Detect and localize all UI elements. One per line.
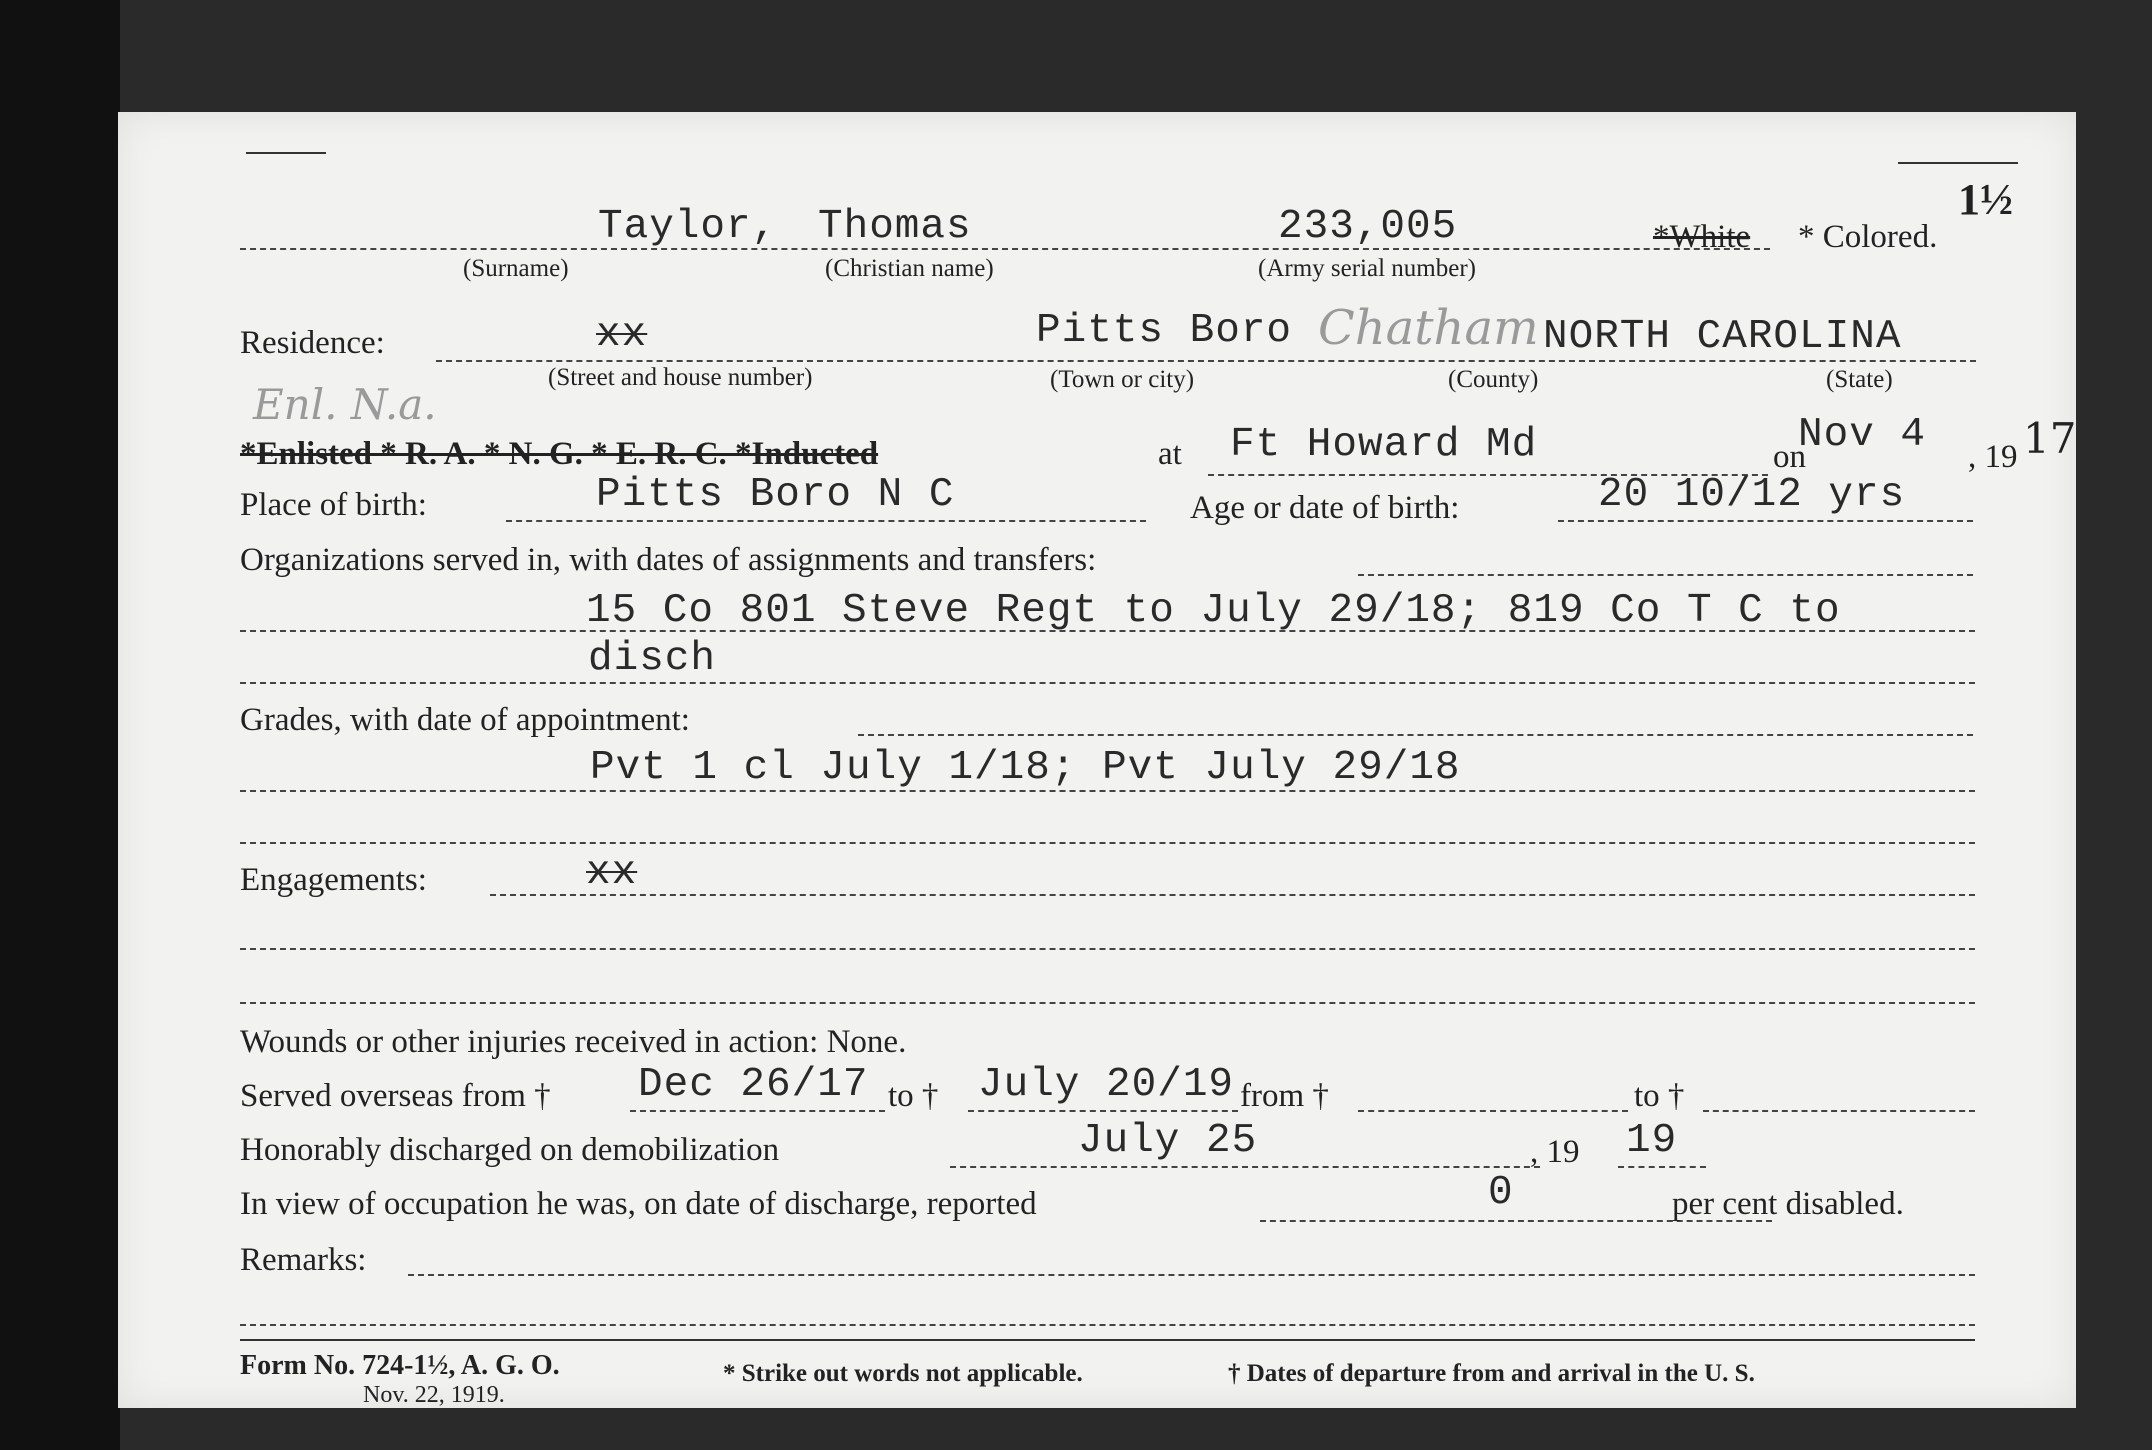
grades-rule-1 (240, 790, 1975, 792)
grades-label-line (858, 734, 1973, 736)
enlisted-date-value: Nov 4 (1798, 412, 1927, 458)
enlisted-year-prefix: , 19 (1968, 439, 2018, 475)
organizations-line-1: 15 Co 801 Steve Regt to July 29/18; 819 Co T C to (586, 588, 1841, 634)
race-white: *White (1653, 219, 1751, 255)
footnote-dates: † Dates of departure from and arrival in the U. S. (1228, 1360, 1755, 1387)
birth-place-line (506, 520, 1146, 522)
engagements-rule-2 (240, 1002, 1975, 1004)
enlisted-on-label: on (1773, 439, 1806, 475)
discharge-date-value: July 25 (1078, 1118, 1258, 1164)
wounds-statement: Wounds or other injuries received in action: None. (240, 1024, 907, 1060)
scanner-background (0, 0, 120, 1450)
grades-rule-2 (240, 842, 1975, 844)
engagements-label: Engagements: (240, 862, 427, 898)
serial-number-value: 233,005 (1278, 204, 1458, 250)
christian-caption: (Christian name) (825, 255, 994, 282)
serial-caption: (Army serial number) (1258, 255, 1476, 282)
form-number: Form No. 724-1½, A. G. O. (240, 1350, 560, 1381)
overseas-from-value: Dec 26/17 (638, 1062, 869, 1108)
remarks-label: Remarks: (240, 1242, 367, 1278)
overseas-to2-label: to † (1634, 1078, 1685, 1114)
surname-value: Taylor, (598, 204, 778, 250)
organizations-label-line (1358, 574, 1973, 576)
overseas-to-line (968, 1110, 1238, 1112)
christian-name-value: Thomas (818, 204, 972, 250)
birth-place-value: Pitts Boro N C (596, 472, 955, 518)
discharge-year-line (1618, 1166, 1706, 1168)
county-caption: (County) (1448, 366, 1539, 393)
corner-mark: 1½ (1958, 175, 2013, 224)
state-caption: (State) (1826, 366, 1893, 393)
remarks-line-2 (240, 1324, 1975, 1326)
discharge-year-value: 19 (1626, 1118, 1678, 1164)
enlisted-year-handwritten: 17 (2023, 414, 2077, 463)
organizations-line-2: disch (588, 636, 717, 682)
overseas-from2-label: from † (1240, 1078, 1329, 1114)
enlistment-note-handwritten: Enl. N.a. (253, 380, 437, 429)
grades-line-1: Pvt 1 cl July 1/18; Pvt July 29/18 (590, 745, 1461, 791)
street-caption: (Street and house number) (548, 364, 813, 391)
disability-suffix: per cent disabled. (1672, 1186, 1904, 1222)
overseas-from2-line (1358, 1110, 1628, 1112)
discharge-year-prefix: , 19 (1530, 1134, 1580, 1170)
name-line (240, 248, 1770, 250)
surname-caption: (Surname) (463, 255, 569, 282)
engagements-value: xx (586, 850, 638, 896)
engagements-rule-0 (490, 894, 1975, 896)
remarks-line-1 (408, 1274, 1975, 1276)
overseas-to-label: to † (888, 1078, 939, 1114)
age-line (1558, 520, 1973, 522)
residence-line (436, 360, 1976, 362)
footnote-strike-out: * Strike out words not applicable. (723, 1360, 1083, 1387)
organizations-label: Organizations served in, with dates of assignments and transfers: (240, 542, 1097, 578)
discharge-date-line (950, 1166, 1540, 1168)
enlisted-at-label: at (1158, 436, 1182, 472)
disability-label: In view of occupation he was, on date of discharge, reported (240, 1186, 1037, 1222)
discharge-label: Honorably discharged on demobilization (240, 1132, 780, 1168)
town-value: Pitts Boro (1036, 308, 1293, 354)
town-caption: (Town or city) (1050, 366, 1195, 393)
form-date: Nov. 22, 1919. (363, 1382, 505, 1408)
organizations-rule-2 (240, 682, 1975, 684)
service-record-card (118, 112, 2076, 1408)
overseas-label: Served overseas from † (240, 1078, 551, 1114)
engagements-rule-1 (240, 948, 1975, 950)
disability-value: 0 (1488, 1170, 1514, 1216)
overseas-to2-line (1703, 1110, 1975, 1112)
top-right-rule (1898, 162, 2018, 164)
grades-label: Grades, with date of appointment: (240, 702, 690, 738)
enlistment-type-options: *Enlisted * R. A. * N. G. * E. R. C. *Inducted (240, 436, 879, 472)
age-label: Age or date of birth: (1190, 490, 1460, 526)
enlisted-place-value: Ft Howard Md (1230, 422, 1538, 468)
organizations-rule-1 (240, 630, 1975, 632)
top-left-rule (246, 152, 326, 154)
age-value: 20 10/12 yrs (1598, 472, 1906, 518)
residence-label: Residence: (240, 325, 385, 361)
overseas-to-value: July 20/19 (978, 1062, 1235, 1108)
footer-rule (240, 1339, 1975, 1341)
race-colored: * Colored. (1798, 219, 1938, 255)
birth-place-label: Place of birth: (240, 487, 427, 523)
county-handwritten: Chatham (1318, 300, 1539, 356)
state-value: NORTH CAROLINA (1543, 314, 1902, 360)
street-value: xx (596, 312, 648, 358)
overseas-from-line (630, 1110, 885, 1112)
